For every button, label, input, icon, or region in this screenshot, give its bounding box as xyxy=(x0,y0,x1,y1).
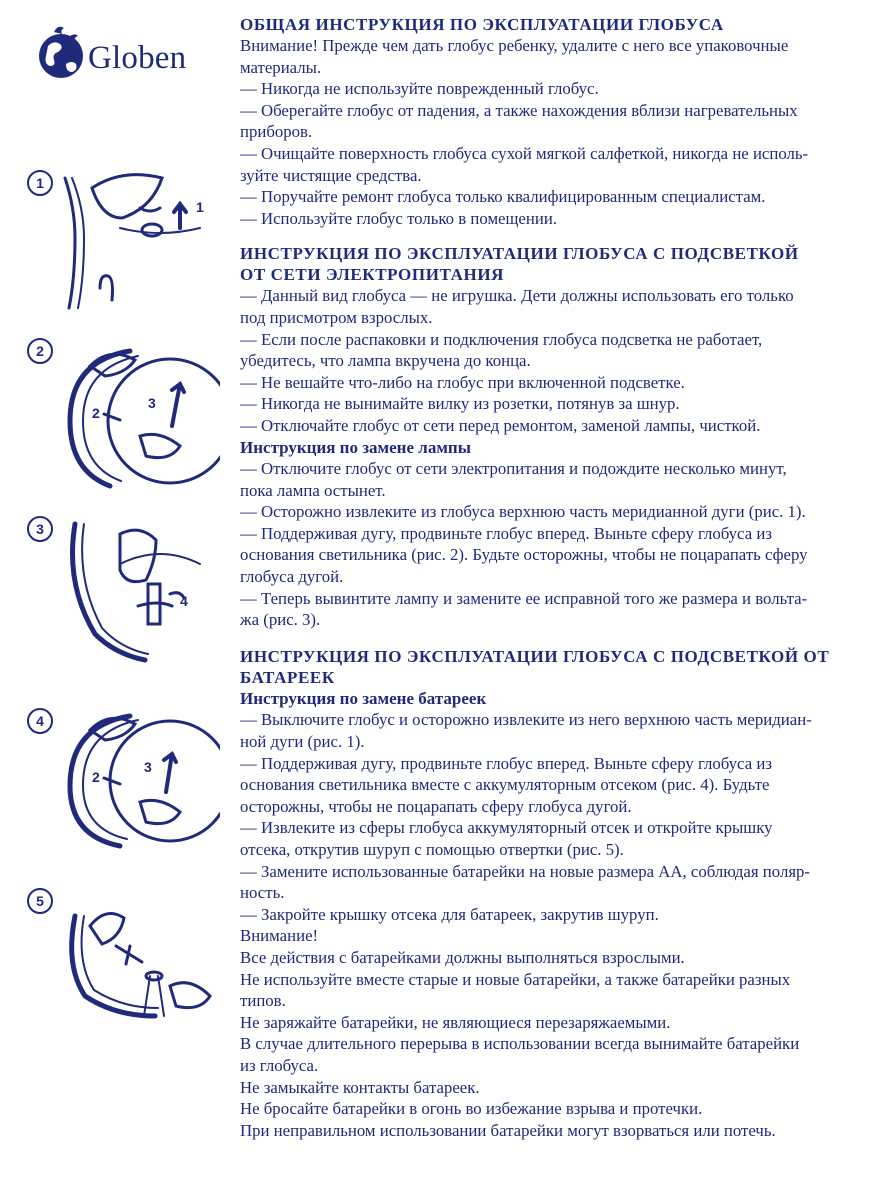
section-3-line: Все действия с батарейками должны выполняться взрослыми. xyxy=(240,947,685,967)
section-2-sub-line: — Отключите глобус от сети электропитания и подождите несколько минут, xyxy=(240,459,787,479)
section-2-title: ИНСТРУКЦИЯ ПО ЭКСПЛУАТАЦИИ ГЛОБУСА С ПОДСВЕТКОЙ xyxy=(240,244,799,264)
instructions-text xyxy=(240,14,860,1141)
section-2-sub-line: глобуса дугой. xyxy=(240,567,344,587)
section-1-line: — Оберегайте глобус от падения, а также нахождения вблизи нагревательных xyxy=(240,100,798,120)
section-2-line: — Отключайте глобус от сети перед ремонтом, заменой лампы, чисткой. xyxy=(240,415,761,435)
section-1-line: — Поручайте ремонт глобуса только квалифицированным специалистам. xyxy=(240,187,766,207)
section-3-line: типов. xyxy=(240,991,286,1011)
logo-wordmark: Globen xyxy=(88,40,187,76)
section-3-line: — Извлеките из сферы глобуса аккумуляторный отсек и откройте крышку xyxy=(240,818,773,838)
figure-3-number: 3 xyxy=(36,521,44,537)
figure-1 xyxy=(20,168,220,318)
section-3-line: ной дуги (рис. 1). xyxy=(240,732,365,752)
figure-2-arrow-3-label: 3 xyxy=(148,395,156,411)
section-3-line: При неправильном использовании батарейки могут взорваться или потечь. xyxy=(240,1120,776,1140)
section-3-line: ность. xyxy=(240,883,285,903)
section-3-line: — Замените использованные батарейки на новые размера АА, соблюдая поляр- xyxy=(240,861,811,881)
section-1-line: материалы. xyxy=(240,57,322,77)
section-1-line: — Никогда не используйте поврежденный глобус. xyxy=(240,79,599,99)
section-3-line: Не заряжайте батарейки, не являющиеся перезаряжаемыми. xyxy=(240,1012,671,1032)
section-3-line: Не бросайте батарейки в огонь во избежание взрыва и протечки. xyxy=(240,1099,703,1119)
section-1-line: зуйте чистящие средства. xyxy=(240,165,422,185)
section-1-title: ОБЩАЯ ИНСТРУКЦИЯ ПО ЭКСПЛУАТАЦИИ ГЛОБУСА xyxy=(240,15,724,34)
section-2-sub-line: — Осторожно извлеките из глобуса верхнюю часть меридианной дуги (рис. 1). xyxy=(240,502,806,522)
figure-4-arrow-3-label: 3 xyxy=(144,759,152,775)
section-3-line: В случае длительного перерыва в использовании всегда вынимайте батарейки xyxy=(240,1034,800,1054)
section-2-line: убедитесь, что лампа вкручена до конца. xyxy=(240,351,531,371)
section-3-line: Не используйте вместе старые и новые батарейки, а также батарейки разных xyxy=(240,969,791,989)
figure-1-number: 1 xyxy=(36,175,44,191)
section-2-sub-line: — Поддерживая дугу, продвиньте глобус вперед. Выньте сферу глобуса из xyxy=(240,523,772,543)
figure-3 xyxy=(20,514,220,674)
figure-5-number: 5 xyxy=(36,893,44,909)
figure-2 xyxy=(20,336,220,496)
section-3-line: Не замыкайте контакты батареек. xyxy=(240,1077,480,1097)
section-3-line: — Поддерживая дугу, продвиньте глобус вперед. Выньте сферу глобуса из xyxy=(240,753,772,773)
section-1-line: — Очищайте поверхность глобуса сухой мягкой салфеткой, никогда не исполь- xyxy=(240,143,809,163)
section-3-title-cont: БАТАРЕЕК xyxy=(240,667,335,687)
section-2-line: — Данный вид глобуса — не игрушка. Дети должны использовать его только xyxy=(240,286,794,306)
section-2-sub-line: — Теперь вывинтите лампу и замените ее исправной того же размера и вольта- xyxy=(240,588,808,608)
figure-4 xyxy=(20,706,220,856)
section-3-line: отсека, открутив шуруп с помощью отвертки (рис. 5). xyxy=(240,840,624,859)
section-3-subheading: Инструкция по замене батареек xyxy=(240,688,487,708)
section-2-sub-line: жа (рис. 3). xyxy=(240,610,321,630)
figure-2-arrow-2-label: 2 xyxy=(92,405,100,421)
section-2-sub-line: пока лампа остынет. xyxy=(240,480,386,500)
figure-3-arrow-label: 4 xyxy=(180,593,188,609)
section-3-line: — Закройте крышку отсека для батареек, закрутив шуруп. xyxy=(240,904,659,924)
section-3-line: из глобуса. xyxy=(240,1055,319,1075)
section-3-line: Внимание! xyxy=(240,926,319,946)
section-2-line: под присмотром взрослых. xyxy=(240,307,433,327)
section-1-line: Внимание! Прежде чем дать глобус ребенку, удалите с него все упаковочные xyxy=(240,36,789,55)
section-2-subheading: Инструкция по замене лампы xyxy=(240,437,471,457)
section-2-line: — Никогда не вынимайте вилку из розетки, потянув за шнур. xyxy=(240,394,680,414)
figure-4-arrow-2-label: 2 xyxy=(92,769,100,785)
section-1-line: — Используйте глобус только в помещении. xyxy=(240,208,558,228)
section-2-title-cont: ОТ СЕТИ ЭЛЕКТРОПИТАНИЯ xyxy=(240,265,505,285)
figure-5 xyxy=(20,886,220,1036)
section-2-sub-line: основания светильника (рис. 2). Будьте осторожны, чтобы не поцарапать сферу xyxy=(240,545,808,565)
section-1-line: приборов. xyxy=(240,122,313,142)
section-3-line: осторожны, чтобы не поцарапать сферу глобуса дугой. xyxy=(240,796,632,816)
globen-logo xyxy=(34,18,214,88)
globe-logo-icon xyxy=(34,18,94,88)
section-3-title: ИНСТРУКЦИЯ ПО ЭКСПЛУАТАЦИИ ГЛОБУСА С ПОДСВЕТКОЙ ОТ xyxy=(240,646,830,666)
section-3-line: — Выключите глобус и осторожно извлеките из него верхнюю часть меридиан- xyxy=(240,710,812,730)
section-2-line: — Не вешайте что-либо на глобус при включенной подсветке. xyxy=(240,372,685,392)
figure-1-arrow-label: 1 xyxy=(196,199,204,215)
figure-4-number: 4 xyxy=(36,713,44,729)
figure-2-number: 2 xyxy=(36,343,44,359)
section-3-line: основания светильника вместе с аккумуляторным отсеком (рис. 4). Будьте xyxy=(240,775,770,795)
section-2-line: — Если после распаковки и подключения глобуса подсветка не работает, xyxy=(240,329,763,349)
